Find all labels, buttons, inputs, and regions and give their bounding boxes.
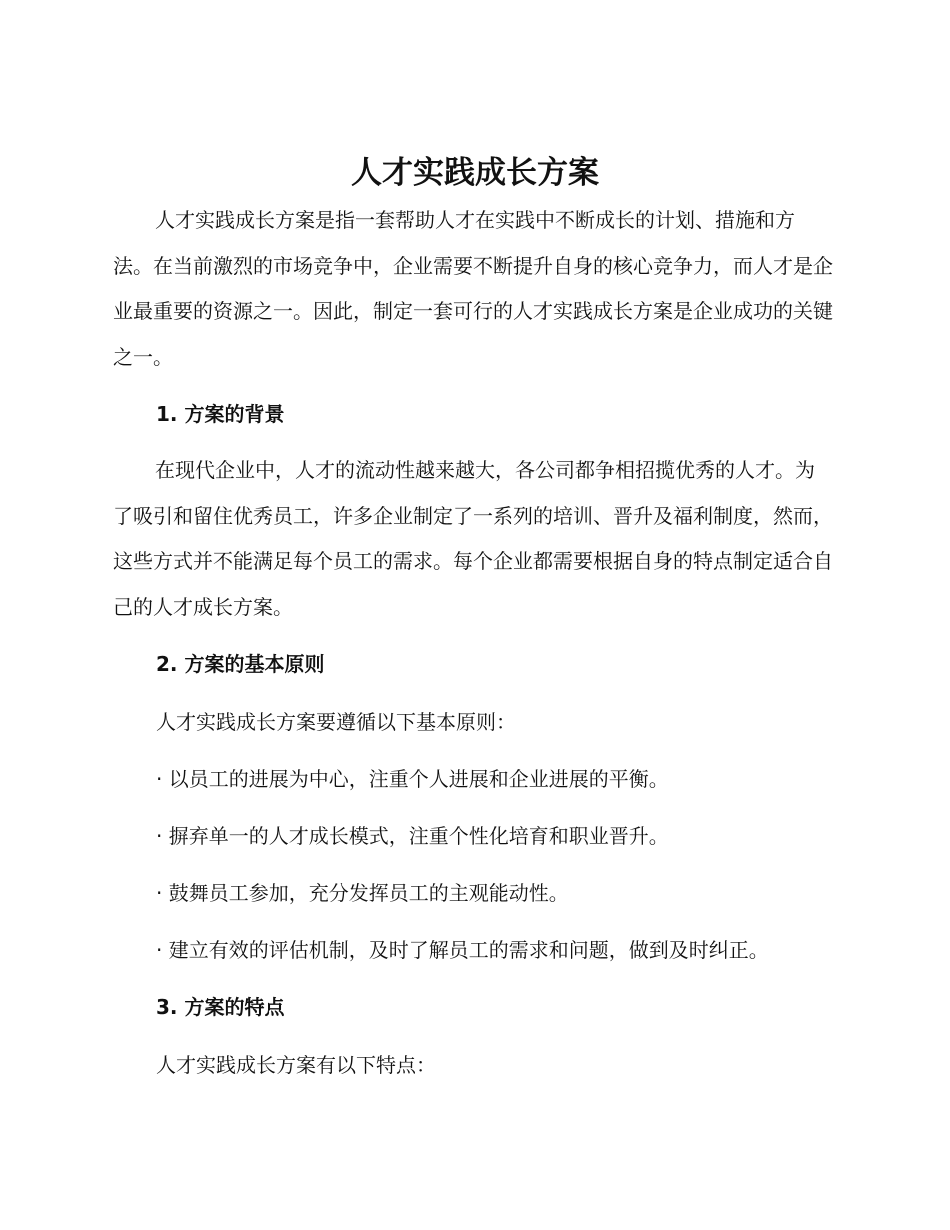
principle-item: · 以员工的进展为中心，注重个人进展和企业进展的平衡。 — [156, 767, 669, 791]
section-2-lead: 人才实践成长方案要遵循以下基本原则： — [156, 710, 516, 734]
document-title: 人才实践成长方案 — [351, 155, 599, 191]
section-1-paragraph: 在现代企业中，人才的流动性越来越大，各公司都争相招揽优秀的人才。为了吸引和留住优秀员工，许多企业制定了一系列的培训、晋升及福利制度，然而，这些方式并不能满足每个员工的需求。每个企业都需要根据自身的特点制定适合自己的人才成长方案。 — [113, 458, 833, 619]
principle-item: · 鼓舞员工参加，充分发挥员工的主观能动性。 — [156, 881, 569, 905]
principle-item: · 建立有效的评估机制，及时了解员工的需求和问题，做到及时纠正。 — [156, 938, 769, 962]
section-3-lead: 人才实践成长方案有以下特点： — [156, 1053, 436, 1077]
section-1-heading: 1. 方案的背景 — [156, 402, 285, 426]
intro-paragraph: 人才实践成长方案是指一套帮助人才在实践中不断成长的计划、措施和方法。在当前激烈的市场竞争中，企业需要不断提升自身的核心竞争力，而人才是企业最重要的资源之一。因此，制定一套可行的人才实践成长方案是企业成功的关键之一。 — [113, 208, 833, 369]
section-3-heading: 3. 方案的特点 — [156, 995, 285, 1019]
principle-item: · 摒弃单一的人才成长模式，注重个性化培育和职业晋升。 — [156, 824, 669, 848]
section-2-heading: 2. 方案的基本原则 — [156, 652, 325, 676]
